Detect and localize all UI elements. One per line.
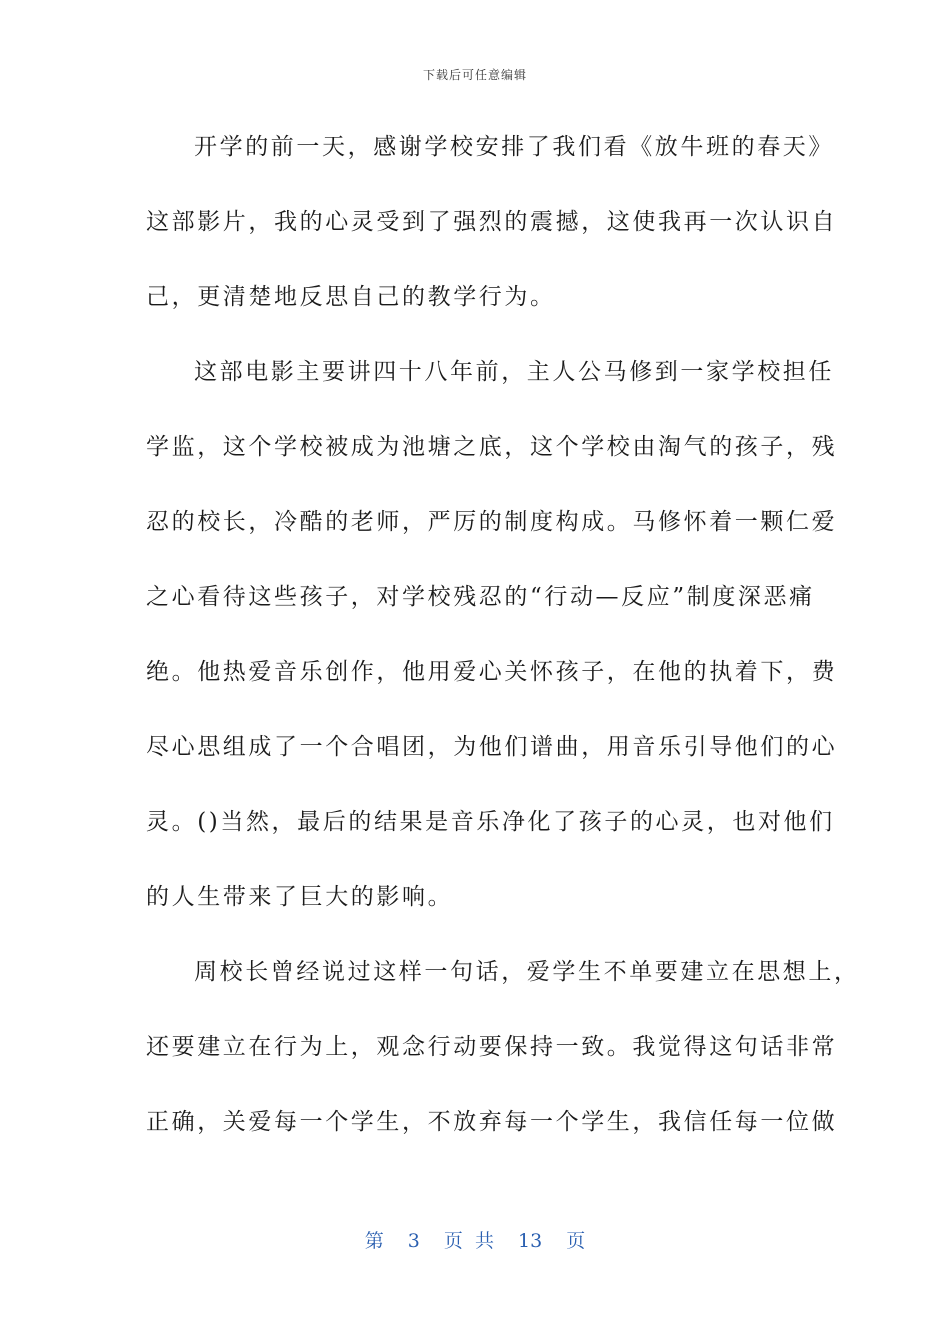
paragraph-2-line-3: 忍的校长，冷酷的老师，严厉的制度构成。马修怀着一颗仁爱: [146, 509, 838, 535]
paragraph-3-line-2: 还要建立在行为上，观念行动要保持一致。我觉得这句话非常: [146, 1034, 838, 1060]
page-header-note: 下载后可任意编辑: [422, 68, 527, 82]
paragraph-2-line-6: 尽心思组成了一个合唱团，为他们谱曲，用音乐引导他们的心: [146, 734, 838, 760]
footer-total-pages: 13: [518, 1230, 543, 1252]
paragraph-2-line-4: 之心看待这些孩子，对学校残忍的“行动—反应”制度深恶痛: [146, 584, 815, 610]
footer-middle: 页 共: [443, 1230, 494, 1252]
paragraph-1-line-3: 己，更清楚地反思自己的教学行为。: [146, 284, 556, 310]
footer-suffix: 页: [566, 1230, 586, 1252]
paragraph-3-line-3: 正确，关爱每一个学生，不放弃每一个学生，我信任每一位做: [146, 1109, 838, 1135]
page-number-footer: [0, 1226, 950, 1253]
paragraph-2-line-1: 这部电影主要讲四十八年前，主人公马修到一家学校担任: [194, 359, 834, 385]
paragraph-3-line-1: 周校长曾经说过这样一句话，爱学生不单要建立在思想上，: [194, 959, 860, 985]
footer-current-page: 3: [407, 1230, 420, 1252]
paragraph-2-line-2: 学监，这个学校被成为池塘之底，这个学校由淘气的孩子，残: [146, 434, 838, 460]
paragraph-1-line-2: 这部影片，我的心灵受到了强烈的震撼，这使我再一次认识自: [146, 209, 838, 235]
footer-prefix: 第: [364, 1230, 384, 1252]
paragraph-2-line-7: 灵。()当然，最后的结果是音乐净化了孩子的心灵，也对他们: [146, 809, 835, 835]
paragraph-2-line-5: 绝。他热爱音乐创作，他用爱心关怀孩子，在他的执着下，费: [146, 659, 838, 685]
paragraph-2-line-8: 的人生带来了巨大的影响。: [146, 884, 454, 910]
paragraph-1-line-1: 开学的前一天，感谢学校安排了我们看《放牛班的春天》: [194, 134, 834, 160]
document-body: [146, 110, 860, 1160]
